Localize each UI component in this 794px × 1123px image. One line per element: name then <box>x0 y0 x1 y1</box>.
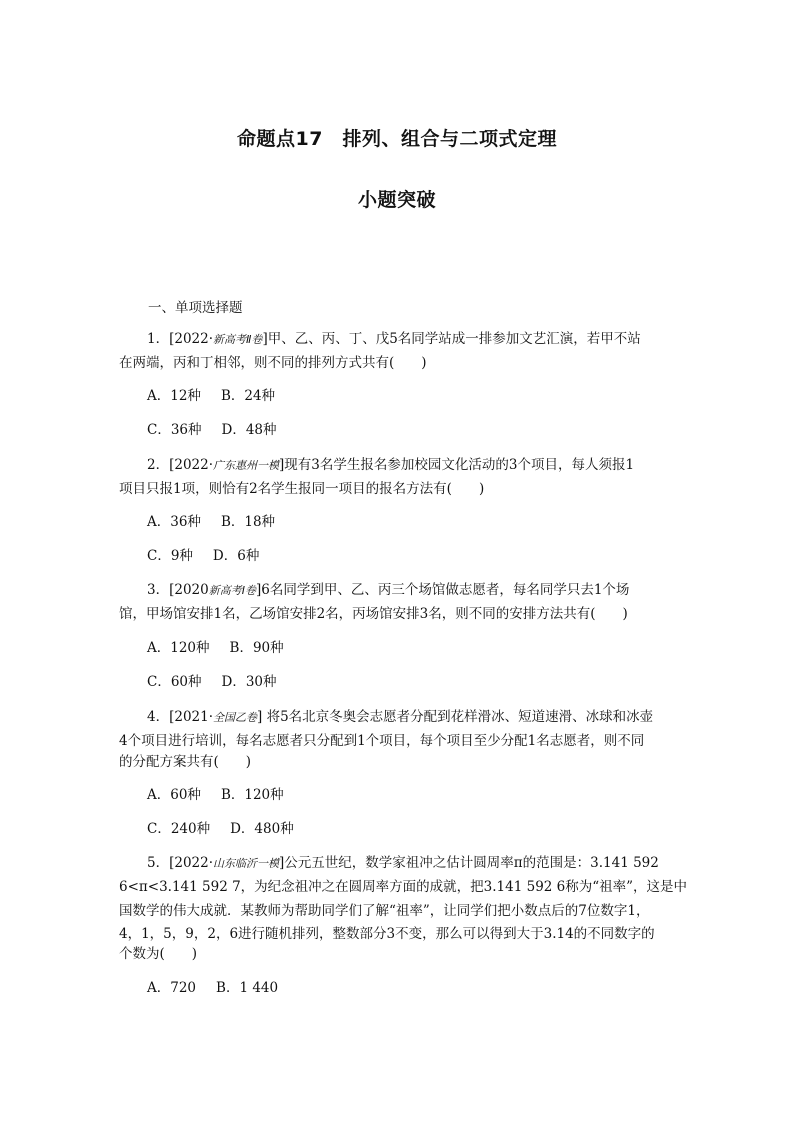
question-5-source: 山东临沂一模 <box>213 857 280 870</box>
option-d: D．6种 <box>212 548 260 564</box>
question-2-source: 广东惠州一模 <box>213 459 280 472</box>
question-5-line-1: 5．[2022·山东临沂一模]公元五世纪，数学家祖冲之估计圆周率π的范围是：3.141 592 <box>147 855 659 871</box>
option-d: D．480种 <box>230 821 294 837</box>
question-5-line-4: 4，1，5，9，2，6进行随机排列，整数部分3不变，那么可以得到大于3.14的不同数字的 <box>119 926 655 942</box>
question-4-line-2: 4个项目进行培训，每名志愿者只分配到1个项目，每个项目至少分配1名志愿者，则不同 <box>119 733 645 749</box>
page-title: 命题点17 排列、组合与二项式定理 <box>237 128 557 150</box>
question-1-line-1: 1．[2022·新高考Ⅱ卷]甲、乙、丙、丁、戊5名同学站成一排参加文艺汇演，若甲不站 <box>147 331 641 347</box>
question-3-line-2: 馆，甲场馆安排1名，乙场馆安排2名，丙场馆安排3名，则不同的安排方法共有( ) <box>119 606 628 622</box>
option-c: C．9种 <box>147 548 193 564</box>
option-b: B．24种 <box>220 388 276 404</box>
option-a: A．60种 <box>147 787 201 803</box>
option-c: C．36种 <box>147 422 202 438</box>
question-4-options-ab <box>147 787 667 804</box>
option-a: A．120种 <box>147 640 210 656</box>
question-3-options-ab <box>147 640 667 657</box>
option-b: B．120种 <box>220 787 284 803</box>
question-2-line-2: 项目只报1项，则恰有2名学生报同一项目的报名方法有( ) <box>119 481 485 497</box>
question-1-options-cd <box>147 422 667 439</box>
question-3-source: 新高考Ⅰ卷 <box>208 584 256 597</box>
option-d: D．30种 <box>221 674 277 690</box>
question-4-source: 全国乙卷 <box>213 711 258 724</box>
question-2-options-ab <box>147 514 667 531</box>
option-a: A．12种 <box>147 388 201 404</box>
question-2-line-1: 2．[2022·广东惠州一模]现有3名学生报名参加校园文化活动的3个项目，每人须报1 <box>147 457 635 473</box>
page-subtitle: 小题突破 <box>357 189 436 211</box>
option-b: B．18种 <box>220 514 276 530</box>
question-5-line-2: 6<π<3.141 592 7，为纪念祖冲之在圆周率方面的成就，把3.141 592 6称为“祖率”，这是中 <box>119 879 688 895</box>
question-5-line-5: 个数为( ) <box>119 946 198 962</box>
question-3-options-cd <box>147 674 667 691</box>
question-4-options-cd <box>147 821 667 838</box>
question-1-options-ab <box>147 388 667 405</box>
option-b: B．1 440 <box>216 980 279 996</box>
option-c: C．240种 <box>147 821 211 837</box>
question-5-line-3: 国数学的伟大成就．某教师为帮助同学们了解“祖率”，让同学们把小数点后的7位数字1， <box>119 903 650 919</box>
question-4-line-3: 的分配方案共有( ) <box>119 754 252 770</box>
question-2-options-cd <box>147 548 667 565</box>
option-a: A．720 <box>147 980 197 996</box>
question-1-line-2: 在两端，丙和丁相邻，则不同的排列方式共有( ) <box>119 355 427 371</box>
option-a: A．36种 <box>147 514 201 530</box>
section-heading: 一、单项选择题 <box>148 300 243 316</box>
option-b: B．90种 <box>229 640 284 656</box>
option-d: D．48种 <box>221 422 277 438</box>
question-5-options-ab <box>147 980 667 997</box>
question-3-line-1: 3．[2020新高考Ⅰ卷]6名同学到甲、乙、丙三个场馆做志愿者，每名同学只去1个场 <box>147 582 630 598</box>
option-c: C．60种 <box>147 674 202 690</box>
question-1-source: 新高考Ⅱ卷 <box>213 333 263 346</box>
question-4-line-1: 4．[2021·全国乙卷] 将5名北京冬奥会志愿者分配到花样滑冰、短道速滑、冰球和冰壶 <box>147 709 654 725</box>
